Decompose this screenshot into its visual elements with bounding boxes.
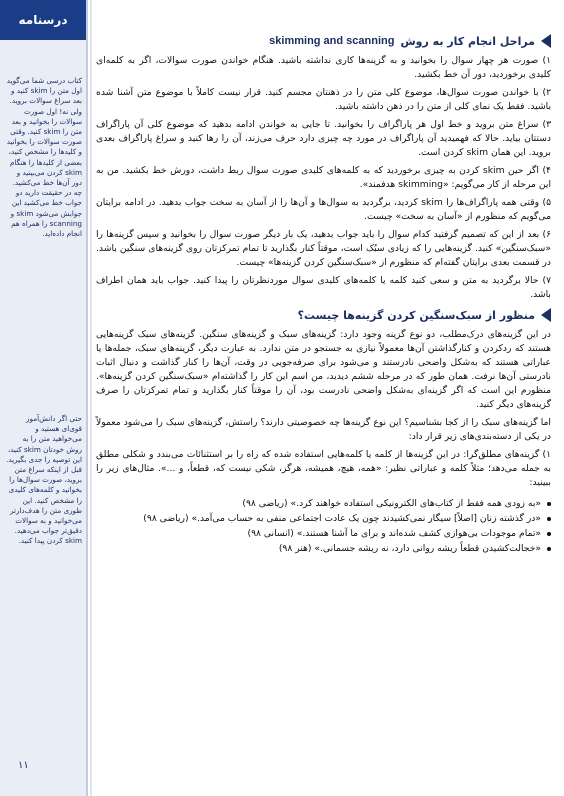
step-5: ۵) وقتی همه پاراگراف‌ها را skim کردید، برگردید به سوال‌ها و آن‌ها را از آسان به سخت جواب بدهید. در ادامه برایتان می‌گویم که منظورم از «آسان به سخت» چیست. — [96, 197, 551, 222]
bullet-icon — [547, 502, 551, 506]
example-item: «در گذشته زنان [اصلاً] سیگار نمی‌کشیدند چون یک عادت اجتماعی منفی به حساب می‌آمد.» (ریاضی ۹۸) — [96, 511, 551, 526]
examples-list — [96, 496, 551, 556]
main-content — [96, 34, 551, 556]
section1-title-en: skimming and scanning — [269, 35, 395, 47]
sidebar-title: درسنامه — [0, 0, 86, 40]
step-7: ۷) حالا برگردید به متن و سعی کنید کلمه یا کلمه‌های کلیدی سوال موردنظرتان را پیدا کنید. جواب باید همان اطراف باشد. — [96, 275, 551, 300]
section2-paragraph-2: اما گزینه‌های سبک را از کجا بشناسیم؟ این نوع گزینه‌ها چه خصوصیتی دارند؟ راستش، گزینه‌های سبک را می‌شود معمولاً در یکی از دسته‌بندی‌های زیر قرار داد: — [96, 417, 551, 442]
example-item: «تمام موجودات بی‌هوازی کشف شده‌اند و برای ما آشنا هستند.» (انسانی ۹۸) — [96, 526, 551, 541]
bullet-icon — [547, 547, 551, 551]
step-4: ۴) اگر حین skim کردن به چیزی برخوردید که به کلمه‌های کلیدی صورت سوال ربط داشت، دورش خط بکشید. من به این مرحله از کار می‌گویم: «skimming هدفمند». — [96, 165, 551, 190]
arrow-icon — [541, 308, 551, 322]
sidebar-note-1: کتاب درسی شما می‌گوید اول متن را skim کنید و بعد سراغ سوالات بروید. ولی نه! اول صورت سوالات را بخوانید و بعد متن را skim کنید. وقتی صورت سوالات را بخوانید و کلیدها را مشخص کنید، بعضی از کلیدها را هنگام skim کردن می‌بینید و دور آن‌ها خط می‌کشید. چه در حقیقت دارید دو جواب خط می‌کشید این جوابش می‌شود skim و scanning را همراه هم انجام داده‌اید. — [6, 76, 82, 239]
column-divider — [90, 0, 92, 796]
bullet-icon — [547, 517, 551, 521]
bullet-icon — [547, 532, 551, 536]
section2-heading — [96, 308, 551, 322]
example-item: «خجالت‌کشیدن قطعاً ریشه روانی دارد، نه ریشه جسمانی.» (هنر ۹۸) — [96, 541, 551, 556]
page-number: ۱۱ — [18, 760, 29, 771]
step-2: ۲) با خواندن صورت سوال‌ها، موضوع کلی متن را در ذهنتان مجسم کنید. قرار نیست کاملاً با موضوع متن آشنا شده باشید. فقط یک نمای کلی از متن را در ذهن داشته باشید. — [96, 87, 551, 112]
step-6: ۶) بعد از این که تصمیم گرفتید کدام سوال را باید جواب بدهید، یک بار دیگر صورت سوال را بخوانید و سپس گزینه‌ها را «سبک‌سنگین» کنید. گزینه‌هایی را که زیادی سبُک است، موقتاً کنار بگذارید تا تمام تمرکزتان روی گزینه‌های سنگین باشد. در قسمت بعدی برایتان گفته‌ام که منظورم از «سبک‌سنگین کردن گزینه‌ها» چیست. — [96, 229, 551, 268]
section1-title-fa: مراحل انجام کار به روش — [400, 34, 535, 48]
step-1: ۱) صورت هر چهار سوال را بخوانید و به گزینه‌ها کاری نداشته باشید. هنگام خواندن صورت سوالات، اگر به کلمه‌ای کلیدی برخوردید، دور آن خط بکشید. — [96, 55, 551, 80]
example-item: «به زودی همه فقط از کتاب‌های الکترونیکی استفاده خواهند کرد.» (ریاضی ۹۸) — [96, 496, 551, 511]
sidebar-note-2: حتی اگر دانش‌آموز قوی‌ای هستید و می‌خواهید متن را به روش خودتان skim کنید، این توصیه را جدی بگیرید. قبل از اینکه سراغ متن بروید، صورت سوال‌ها را بخوانید و کلمه‌های کلیدی را مشخص کنید. این طوری متن را هدف‌دارتر می‌خوانید و به سوالات دقیق‌تر جواب می‌دهید. skim کردن پیدا کنید. — [6, 414, 82, 546]
section2-paragraph-1: در این گزینه‌های درک‌مطلب، دو نوع گزینه وجود دارد: گزینه‌های سبک و گزینه‌های سنگین. گزینه‌های سبک گزینه‌هایی هستند که ردکردن و کنارگذاشتن آن‌ها معمولاً نیازی به جستجو در متن ندارد. به عبارت دیگر، گزینه‌های سبک، جمله‌ها یا عباراتی هستند که به‌شکل واضحی نادرستند و می‌شود برای صرفه‌جویی در وقت، آن‌ها را کنار گذاشت و دنبال اثبات نادرستی آن‌ها نرفت. همان طور که در مرحله ششم دیدید، من اسم این کار را گذاشته‌ام «سبک‌سنگین کردن گزینه‌ها». منظورم این است که اگر گزینه‌ای به‌شکل واضحی نادرست بود، آن را موقتاً کنار بگذارید و تمام تمرکزتان را صرف گزینه‌های دیگر کنید. — [96, 329, 551, 410]
section2-paragraph-3: ۱) گزینه‌های مطلق‌گرا: در این گزینه‌ها از کلمه یا کلمه‌هایی استفاده شده که راه را بر استثنائات می‌بندد و شکلی مطلق به جمله می‌دهد؛ مثلاً کلمه و عباراتی نظیر: «همه، هیچ، همیشه، هرگز، شکی نیست که، قطعاً، و ...». مثال‌های زیر را ببینید: — [96, 449, 551, 488]
sidebar — [0, 0, 88, 796]
section1-steps — [96, 54, 551, 302]
section1-heading — [96, 34, 551, 48]
step-3: ۳) سراغ متن بروید و خط اول هر پاراگراف را بخوانید. تا جایی به خواندن ادامه بدهید که موضوع کلی آن پاراگراف دستتان بیاید. حالا که فهمیدید آن پاراگراف در مورد چه چیزی دارد حرف می‌زند، آن را رها کنید و سراغ پاراگراف بعدی بروید. این همان skim کردن است. — [96, 119, 551, 158]
arrow-icon — [541, 34, 551, 48]
section2-title: منظور از سبک‌سنگین کردن گزینه‌ها چیست؟ — [297, 308, 535, 322]
